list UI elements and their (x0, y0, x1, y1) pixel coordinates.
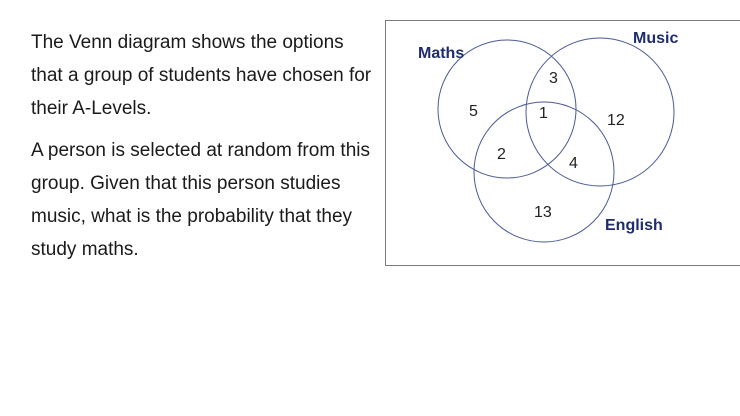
question-prompt: A person is selected at random from this group. Given that this person studies music, what is the probability that they study maths. (31, 140, 370, 260)
music-english-value: 4 (569, 155, 578, 172)
maths-only-value: 5 (469, 103, 478, 120)
english-only-value: 13 (534, 204, 552, 221)
maths-music-value: 3 (549, 70, 558, 87)
all-three-value: 1 (539, 105, 548, 122)
english-label: English (605, 217, 663, 234)
music-label: Music (633, 30, 679, 47)
maths-label: Maths (418, 45, 465, 62)
music-only-value: 12 (607, 112, 625, 129)
question-intro: The Venn diagram shows the options that a group of students have chosen for their A-Levels. (31, 32, 372, 119)
english-circle (474, 102, 614, 242)
maths-english-value: 2 (497, 146, 506, 163)
